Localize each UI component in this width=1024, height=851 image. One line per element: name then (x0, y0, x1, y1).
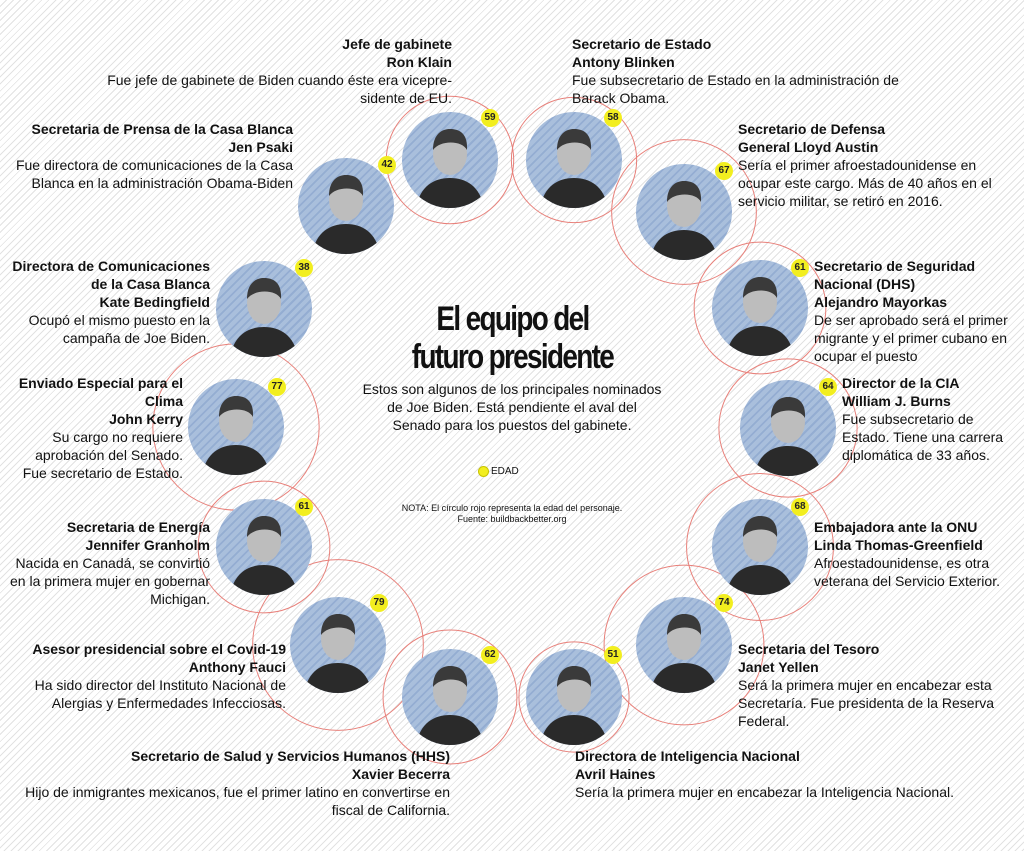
age-badge: 64 (819, 378, 837, 396)
person-role: Secretario de Seguridad Nacional (DHS) (814, 258, 976, 292)
person-role: Embajadora ante la ONU (814, 519, 978, 535)
age-badge: 62 (481, 646, 499, 664)
person-role: Directora de Inteligencia Nacional (575, 748, 800, 764)
person-description: Sería el primer afroestadounidense en ocupar este cargo. Más de 40 años en el servicio militar, se retiró en 2016. (738, 157, 992, 209)
portrait-silhouette-icon (188, 379, 284, 475)
person-role: Secretaria de Prensa de la Casa Blanca (31, 121, 293, 137)
person-name: Janet Yellen (738, 659, 819, 675)
person-card-jen-psaki (8, 120, 293, 192)
person-name: Jennifer Granholm (85, 537, 210, 553)
photo-janet-yellen (636, 597, 732, 693)
person-description: Hijo de inmigrantes mexicanos, fue el primer latino en convertirse en fiscal de California. (25, 784, 450, 818)
person-role: Secretaria del Tesoro (738, 641, 880, 657)
person-description: Fue jefe de gabinete de Biden cuando éste era vicepre- sidente de EU. (107, 72, 452, 106)
person-role: Secretario de Salud y Servicios Humanos (HHS) (131, 748, 450, 764)
person-name: Kate Bedingfield (99, 294, 210, 310)
age-badge: 61 (791, 259, 809, 277)
person-card-ron-klain (90, 35, 452, 107)
photo-ron-klain (402, 112, 498, 208)
person-description: Fue subsecretario de Estado en la administración de Barack Obama. (572, 72, 899, 106)
age-badge: 61 (295, 498, 313, 516)
person-name: Antony Blinken (572, 54, 675, 70)
person-name: Ron Klain (386, 54, 452, 70)
person-description: Ocupó el mismo puesto en la campaña de Joe Biden. (28, 312, 210, 346)
person-role: Enviado Especial para el Clima (18, 375, 183, 409)
person-description: Su cargo no requiere aprobación del Senado. Fue secretario de Estado. (22, 429, 183, 481)
person-name: William J. Burns (842, 393, 951, 409)
person-description: Sería la primera mujer en encabezar la Inteligencia Nacional. (575, 784, 954, 800)
photo-xavier-becerra (402, 649, 498, 745)
age-badge: 51 (604, 646, 622, 664)
person-card-linda-thomas-greenfield (814, 518, 1019, 590)
age-badge: 68 (791, 498, 809, 516)
person-name: General Lloyd Austin (738, 139, 879, 155)
title-line-2: futuro presidente (411, 338, 614, 376)
photo-john-kerry (188, 379, 284, 475)
person-role: Director de la CIA (842, 375, 960, 391)
portrait-silhouette-icon (636, 597, 732, 693)
person-card-janet-yellen (738, 640, 1018, 730)
person-role: Secretario de Estado (572, 36, 712, 52)
photo-william-burns (740, 380, 836, 476)
age-badge: 67 (715, 162, 733, 180)
page-title (396, 300, 630, 376)
source-text: Fuente: buildbackbetter.org (457, 514, 567, 524)
age-badge: 79 (370, 594, 388, 612)
portrait-silhouette-icon (402, 649, 498, 745)
person-role: Asesor presidencial sobre el Covid-19 (32, 641, 286, 657)
person-role: Secretario de Defensa (738, 121, 886, 137)
person-card-kate-bedingfield (8, 257, 210, 347)
source-note (372, 503, 652, 525)
photo-antony-blinken (526, 112, 622, 208)
age-badge: 59 (481, 109, 499, 127)
person-card-william-burns (842, 374, 1017, 464)
legend-dot-icon (478, 466, 489, 477)
person-card-jennifer-granholm (8, 518, 210, 608)
person-card-xavier-becerra (8, 747, 450, 819)
person-description: De ser aprobado será el primer migrante y el primer cubano en ocupar el puesto (814, 312, 1008, 364)
portrait-silhouette-icon (526, 649, 622, 745)
person-card-lloyd-austin (738, 120, 1018, 210)
portrait-silhouette-icon (290, 597, 386, 693)
person-description: Fue directora de comunicaciones de la Casa Blanca en la administración Obama-Biden (15, 157, 293, 191)
person-name: Xavier Becerra (351, 766, 450, 782)
person-role: Directora de Comunicaciones de la Casa Blanca (12, 258, 210, 292)
photo-avril-haines (526, 649, 622, 745)
legend-label: EDAD (491, 466, 519, 477)
portrait-silhouette-icon (740, 380, 836, 476)
person-card-avril-haines (575, 747, 1015, 801)
portrait-silhouette-icon (402, 112, 498, 208)
person-name: Anthony Fauci (188, 659, 286, 675)
portrait-silhouette-icon (526, 112, 622, 208)
person-card-john-kerry (8, 374, 183, 482)
title-line-1: El equipo del (436, 300, 589, 338)
page-subtitle: Estos son algunos de los principales nominados de Joe Biden. Está pendiente el aval del Senado para los puestos del gabinete. (362, 381, 662, 433)
person-name: Jen Psaki (228, 139, 293, 155)
portrait-silhouette-icon (298, 158, 394, 254)
person-description: Nacida en Canadá, se convirtió en la primera mujer en gobernar Michigan. (10, 555, 210, 607)
person-name: Avril Haines (575, 766, 656, 782)
age-badge: 74 (715, 594, 733, 612)
note-text: NOTA: El círculo rojo representa la edad del personaje. (401, 503, 623, 513)
portrait-silhouette-icon (216, 261, 312, 357)
person-name: Alejandro Mayorkas (814, 294, 948, 310)
age-badge: 58 (604, 109, 622, 127)
photo-anthony-fauci (290, 597, 386, 693)
person-name: John Kerry (109, 411, 183, 427)
photo-jen-psaki (298, 158, 394, 254)
person-card-alejandro-mayorkas (814, 257, 1019, 365)
photo-kate-bedingfield (216, 261, 312, 357)
portrait-silhouette-icon (636, 164, 732, 260)
age-badge: 77 (268, 378, 286, 396)
person-role: Jefe de gabinete (342, 36, 452, 52)
person-role: Secretaria de Energía (66, 519, 210, 535)
person-card-antony-blinken (572, 35, 922, 107)
photo-lloyd-austin (636, 164, 732, 260)
person-name: Linda Thomas-Greenfield (814, 537, 983, 553)
age-badge: 42 (378, 156, 396, 174)
age-legend (478, 465, 519, 479)
person-description: Ha sido director del Instituto Nacional de Alergias y Enfermedades Infecciosas. (34, 677, 286, 711)
age-badge: 38 (295, 259, 313, 277)
person-description: Afroestadounidense, es otra veterana del Servicio Exterior. (814, 555, 1000, 589)
person-card-anthony-fauci (8, 640, 286, 712)
person-description: Será la primera mujer en encabezar esta Secretaría. Fue presidenta de la Reserva Federal. (738, 677, 995, 729)
person-description: Fue subsecretario de Estado. Tiene una carrera diplomática de 33 años. (842, 411, 1004, 463)
